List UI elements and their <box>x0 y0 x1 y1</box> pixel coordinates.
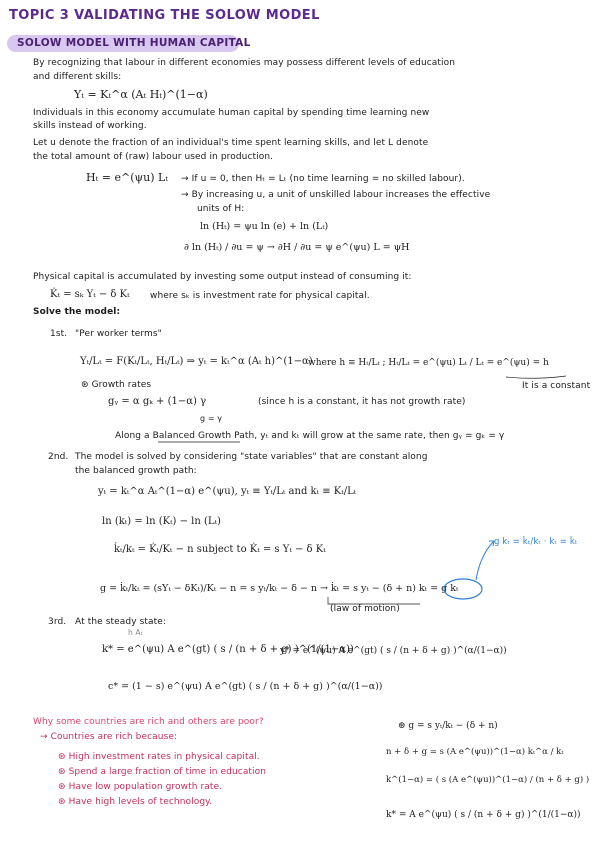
derivation-line-4: k* = A e^(ψu) ( s / (n + δ + g) )^(1/(1−α)) <box>386 810 581 820</box>
human-capital-note-2: → By increasing u, a unit of unskilled labour increases the effective <box>181 190 491 200</box>
derivation-line-1: ⊛ g = s yₜ/kₜ − (δ + n) <box>398 721 498 731</box>
derivation-line-2: n + δ + g = s (A e^(ψu))^(1−α) kₜ^α / kₜ <box>386 747 564 757</box>
steady-state-k: k* = e^(ψu) A e^(gt) ( s / (n + δ + g) )^(1/(1−α)) <box>102 644 354 655</box>
physical-capital-note: where sₖ is investment rate for physical capital. <box>150 291 370 301</box>
intro-line-2: and different skills: <box>33 72 122 82</box>
rich-poor-lead: → Countries are rich because: <box>40 732 178 742</box>
law-of-motion-equation: g = k̇ₜ/kₜ = (sYₜ − δKₜ)/Kₜ − n = s yₜ/kₜ − δ − n → k̇ₜ = s yₜ − (δ + n) kₜ = g kₜ <box>100 583 459 594</box>
blue-side-note: g kₜ = k̇ₜ/kₜ · kₜ = k̇ₜ <box>494 537 578 547</box>
law-of-motion-bracket <box>328 597 420 604</box>
step-1-label: 1st. <box>50 329 68 339</box>
per-worker-equation: Yₜ/Lₜ = F(Kₜ/Lₜ, Hₜ/Lₜ) ⇒ yₜ = kₜ^α (Aₜ h)^(1−α) <box>80 356 313 367</box>
rich-poor-reason: ⊛ High investment rates in physical capital. <box>58 752 260 762</box>
step-2-text-1: The model is solved by considering "state variables" that are constant along <box>75 452 428 462</box>
intro-line-6: the total amount of (raw) labour used in production. <box>33 152 274 162</box>
growth-rates-label: ⊛ Growth rates <box>81 380 152 390</box>
constant-brace <box>506 376 566 378</box>
law-of-motion-label: (law of motion) <box>330 604 400 614</box>
per-worker-where: where h ≡ Hₜ/Lₜ ; Hₜ/Lₜ = e^(ψu) Lₜ / Lₜ = e^(ψu) = h <box>308 358 549 368</box>
rich-poor-reason: ⊛ Have high levels of technology. <box>58 797 213 807</box>
intro-line-5: Let u denote the fraction of an individual's time spent learning skills, and let L denote <box>33 138 429 148</box>
derivation-line-3: k^(1−α) = ( s (A e^(ψu))^(1−α) / (n + δ + g) ) <box>386 775 590 785</box>
human-capital-note-1: → If u = 0, then Hₜ = Lₜ (no time learning = no skilled labour). <box>181 174 465 184</box>
rich-poor-question: Why some countries are rich and others are poor? <box>33 717 264 727</box>
growth-rate-note: (since h is a constant, it has not growth rate) <box>258 397 466 407</box>
rich-poor-reason: ⊛ Spend a large fraction of time in education <box>58 767 267 777</box>
k-dot-equation: k̇ₜ/kₜ = K̇ₜ/Kₜ − n subject to K̇ₜ = s Yₜ − δ Kₜ <box>114 544 326 555</box>
steady-state-annotation: h Aₜ <box>128 628 143 637</box>
solve-heading: Solve the model: <box>33 307 121 317</box>
production-function: Yₜ = Kₜ^α (Aₜ Hₜ)^(1−α) <box>74 88 208 101</box>
intro-line-1: By recognizing that labour in different economies may possess different levels of education <box>33 58 456 68</box>
blue-arrow <box>476 542 493 580</box>
steady-state-y: y* = e^(ψu) A e^(gt) ( s / (n + δ + g) )^(α/(1−α)) <box>280 646 507 656</box>
physical-capital-line: Physical capital is accumulated by investing some output instead of consuming it: <box>33 272 412 282</box>
human-capital-derivative: ∂ ln (Hₜ) / ∂u = ψ → ∂H / ∂u = ψ e^(ψu) L = ψH <box>184 242 410 253</box>
page-title: TOPIC 3 VALIDATING THE SOLOW MODEL <box>9 8 320 23</box>
constant-note: It is a constant <box>522 381 591 391</box>
growth-rate-sub: g = γ <box>200 414 223 423</box>
growth-rate-equation: gᵧ = α gₖ + (1−α) γ <box>108 396 207 407</box>
step-2-label: 2nd. <box>48 452 69 462</box>
human-capital-equation: Hₜ = e^(ψu) Lₜ <box>86 171 169 184</box>
state-variables-equation: yₜ = kₜ^α Aₜ^(1−α) e^(ψu), yₜ ≡ Yₜ/Lₜ and kₜ ≡ Kₜ/Lₜ <box>98 486 357 497</box>
step-2-text-2: the balanced growth path: <box>75 466 197 476</box>
steady-state-c: c* = (1 − s) e^(ψu) A e^(gt) ( s / (n + δ + g) )^(α/(1−α)) <box>108 681 383 692</box>
human-capital-note-3: units of H: <box>197 204 245 214</box>
intro-line-4: skills instead of working. <box>33 121 147 131</box>
step-3-label: 3rd. <box>48 617 67 627</box>
blue-circle <box>444 579 482 599</box>
human-capital-log: ln (Hₜ) = ψu ln (e) + ln (Lₜ) <box>200 221 329 232</box>
rich-poor-reason: ⊛ Have low population growth rate. <box>58 782 223 792</box>
balanced-growth-path-line: Along a Balanced Growth Path, yₜ and kₜ will grow at the same rate, then gᵧ = gₖ = γ <box>115 431 505 441</box>
log-k-equation: ln (kₜ) = ln (Kₜ) − ln (Lₜ) <box>102 516 221 527</box>
intro-line-3: Individuals in this economy accumulate human capital by spending time learning new <box>33 108 430 118</box>
step-3-text: At the steady state: <box>75 617 167 627</box>
physical-capital-equation: K̇ₜ = sₖ Yₜ − δ Kₜ <box>50 289 130 300</box>
step-1-text: "Per worker terms" <box>75 329 162 339</box>
section-subtitle: SOLOW MODEL WITH HUMAN CAPITAL <box>17 37 251 49</box>
